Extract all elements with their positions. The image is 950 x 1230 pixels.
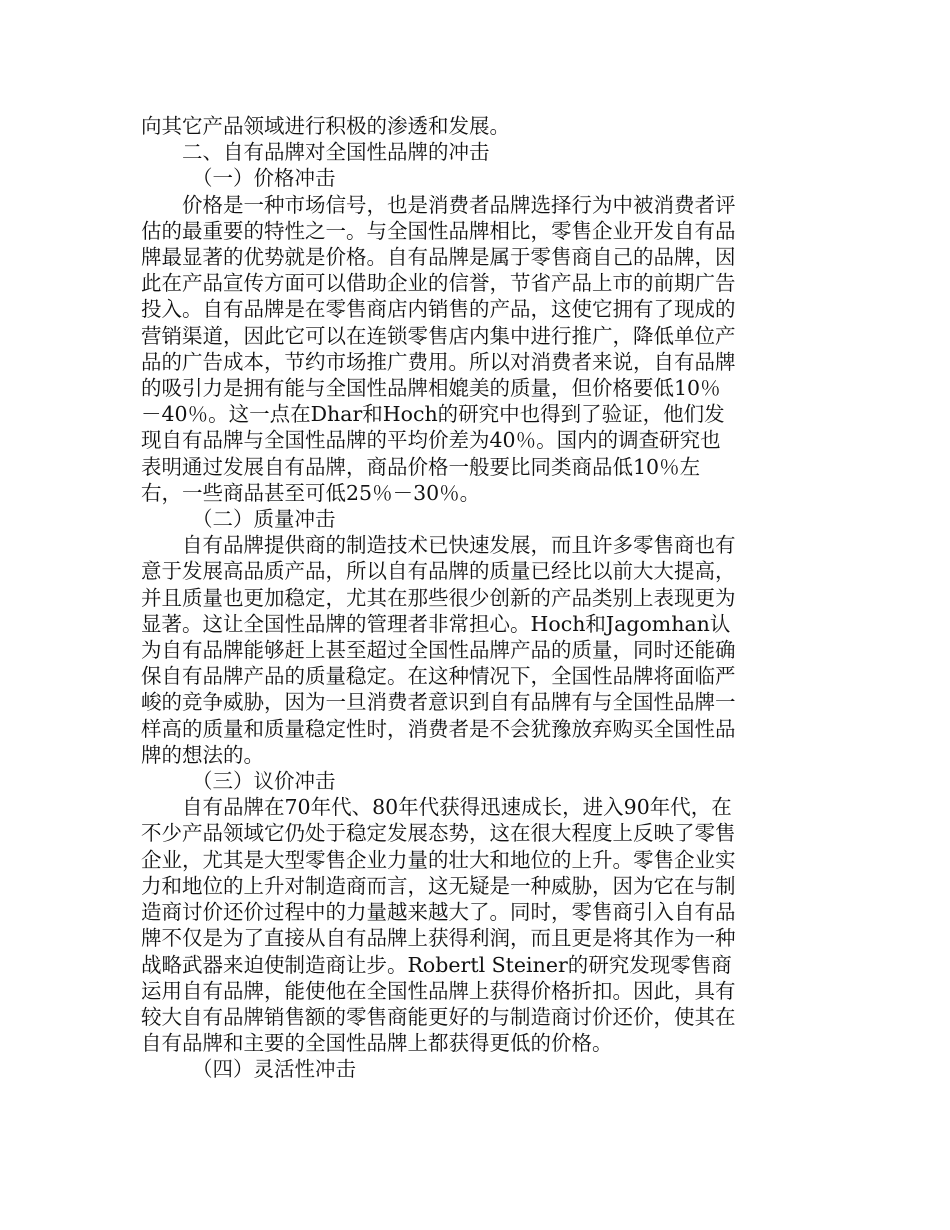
paragraph-bargaining: 自有品牌在70年代、80年代获得迅速成长，进入90年代，在不少产品领域它仍处于稳定发展态势，这在很大程度上反映了零售企业，尤其是大型零售企业力量的壮大和地位的上升。零售企业实力和地位的上升对制造商而言，这无疑是一种威胁，因为它在与制造商讨价还价过程中的力量越来越大了。同时，零售商引入自有品牌不仅是为了直接从自有品牌上获得利润，而且更是将其作为一种战略武器来迫使制造商让步。Robertl Steiner的研究发现零售商运用自有品牌，能使他在全国性品牌上获得价格折扣。因此，具有较大自有品牌销售额的零售商能更好的与制造商讨价还价，使其在自有品牌和主要的全国性品牌上都获得更低的价格。 (141, 795, 736, 1056)
section-heading: 二、自有品牌对全国性品牌的冲击 (182, 140, 490, 165)
paragraph-quality: 自有品牌提供商的制造技术已快速发展，而且许多零售商也有意于发展高品质产品，所以自有品牌的质量已经比以前大大提高，并且质量也更加稳定，尤其在那些很少创新的产品类别上表现更为显著。这让全国性品牌的管理者非常担心。Hoch和Jagomhan认为自有品牌能够赶上甚至超过全国性品牌产品的质量，同时还能确保自有品牌产品的质量稳定。在这种情况下，全国性品牌将面临严峻的竞争威胁，因为一旦消费者意识到自有品牌有与全国性品牌一样高的质量和质量稳定性时，消费者是不会犹豫放弃购买全国性品牌的想法的。 (141, 533, 736, 767)
paragraph-price: 价格是一种市场信号，也是消费者品牌选择行为中被消费者评估的最重要的特性之一。与全国性品牌相比，零售企业开发自有品牌最显著的优势就是价格。自有品牌是属于零售商自己的品牌，因此在产品宣传方面可以借助企业的信誉，节省产品上市的前期广告投入。自有品牌是在零售商店内销售的产品，这使它拥有了现成的营销渠道，因此它可以在连锁零售店内集中进行推广，降低单位产品的广告成本，节约市场推广费用。所以对消费者来说，自有品牌的吸引力是拥有能与全国性品牌相媲美的质量，但价格要低10％－40％。这一点在Dhar和Hoch的研究中也得到了验证，他们发现自有品牌与全国性品牌的平均价差为40％。国内的调查研究也表明通过发展自有品牌，商品价格一般要比同类商品低10％左右，一些商品甚至可低25％－30％。 (141, 192, 736, 505)
subsection-heading-flexibility: （四）灵活性冲击 (192, 1057, 356, 1082)
subsection-heading-price: （一）价格冲击 (192, 166, 336, 191)
subsection-heading-bargaining: （三）议价冲击 (192, 769, 336, 794)
paragraph-continuation: 向其它产品领域进行积极的渗透和发展。 (141, 114, 510, 138)
document-body (141, 113, 741, 1083)
subsection-heading-quality: （二）质量冲击 (192, 507, 336, 532)
